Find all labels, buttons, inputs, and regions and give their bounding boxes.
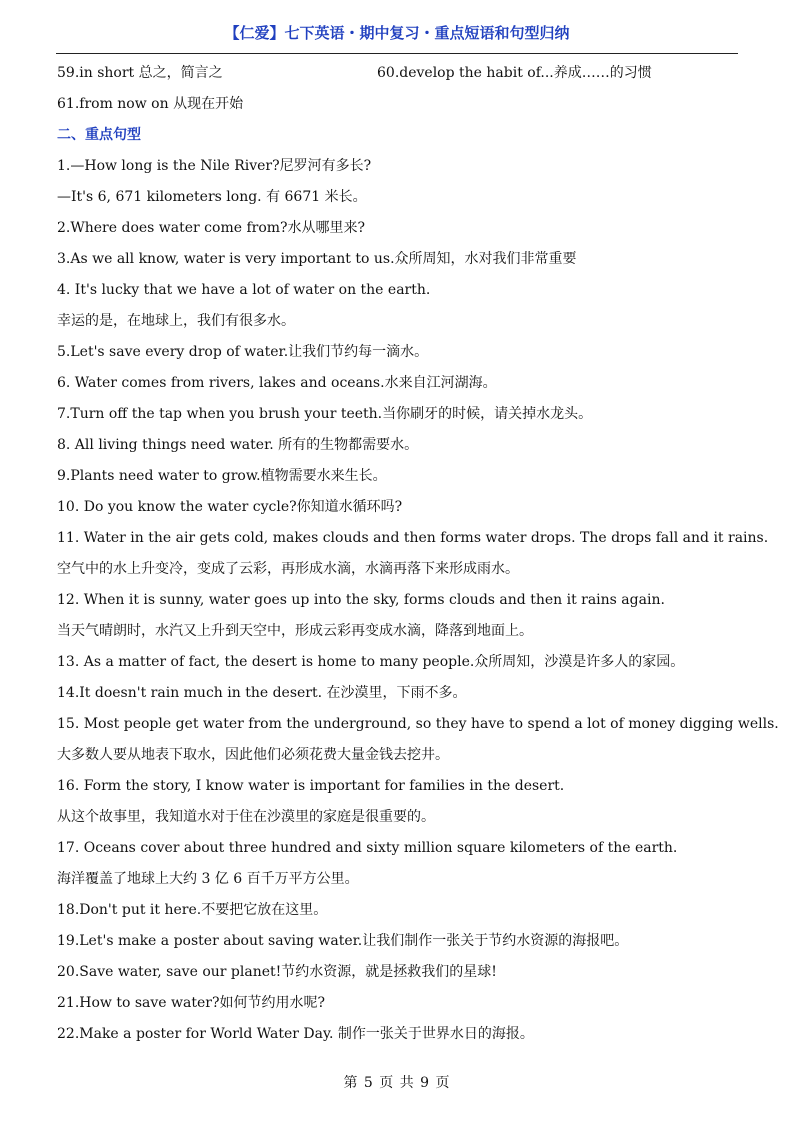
sentence-line: 17. Oceans cover about three hundred and sixty million square kilometers of the earth. <box>57 840 678 856</box>
sentence-line: 海洋覆盖了地球上大约 3 亿 6 百千万平方公里。 <box>57 871 359 887</box>
sentence-line: —It's 6, 671 kilometers long. 有 6671 米长。 <box>57 189 367 205</box>
phrase-item: 60.develop the habit of...养成……的习惯 <box>377 65 652 81</box>
sentence-line: 10. Do you know the water cycle?你知道水循环吗? <box>57 499 403 515</box>
phrase-row <box>57 60 747 91</box>
sentence-line: 8. All living things need water. 所有的生物都需要水。 <box>57 437 419 453</box>
sentence-line: 7.Turn off the tap when you brush your teeth.当你刷牙的时候，请关掉水龙头。 <box>57 406 593 422</box>
sentence-line: 3.As we all know, water is very important to us.众所周知，水对我们非常重要 <box>57 251 577 267</box>
header-divider <box>56 53 738 54</box>
sentence-line: 20.Save water, save our planet!节约水资源，就是拯救我们的星球! <box>57 964 497 980</box>
phrase-item: 61.from now on 从现在开始 <box>57 96 244 112</box>
sentence-line: 1.—How long is the Nile River?尼罗河有多长? <box>57 158 372 174</box>
sentence-line: 2.Where does water come from?水从哪里来? <box>57 220 366 236</box>
sentence-line: 22.Make a poster for World Water Day. 制作一张关于世界水日的海报。 <box>57 1026 534 1042</box>
sentence-line: 14.It doesn't rain much in the desert. 在沙漠里，下雨不多。 <box>57 685 467 701</box>
sentence-line: 9.Plants need water to grow.植物需要水来生长。 <box>57 468 387 484</box>
sentence-line: 11. Water in the air gets cold, makes clouds and then forms water drops. The drops fall and it rains. <box>57 530 769 546</box>
sentence-line: 空气中的水上升变冷，变成了云彩，再形成水滴，水滴再落下来形成雨水。 <box>57 561 519 577</box>
page-number: 第 5 页 共 9 页 <box>343 1075 451 1091</box>
sentence-line: 21.How to save water?如何节约用水呢? <box>57 995 325 1011</box>
sentence-line: 当天气晴朗时，水汽又上升到天空中，形成云彩再变成水滴，降落到地面上。 <box>57 623 533 639</box>
sentence-line: 大多数人要从地表下取水，因此他们必须花费大量金钱去挖井。 <box>57 747 449 763</box>
sentence-line: 18.Don't put it here.不要把它放在这里。 <box>57 902 328 918</box>
sentence-line: 6. Water comes from rivers, lakes and oceans.水来自江河湖海。 <box>57 375 497 391</box>
sentence-line: 幸运的是，在地球上，我们有很多水。 <box>57 313 295 329</box>
phrase-item: 59.in short 总之，简言之 <box>57 65 223 81</box>
sentence-line: 12. When it is sunny, water goes up into the sky, forms clouds and then it rains again. <box>57 592 665 608</box>
sentence-line: 19.Let's make a poster about saving water.让我们制作一张关于节约水资源的海报吧。 <box>57 933 629 949</box>
section-title: 二、重点句型 <box>57 127 141 143</box>
page-header-title: 【仁爱】七下英语・期中复习・重点短语和句型归纳 <box>224 24 570 42</box>
sentence-line: 16. Form the story, I know water is important for families in the desert. <box>57 778 565 794</box>
sentence-line: 13. As a matter of fact, the desert is home to many people.众所周知，沙漠是许多人的家园。 <box>57 654 685 670</box>
sentence-line: 从这个故事里，我知道水对于住在沙漠里的家庭是很重要的。 <box>57 809 435 825</box>
document-body <box>57 60 779 1052</box>
sentence-line: 5.Let's save every drop of water.让我们节约每一滴水。 <box>57 344 429 360</box>
sentence-line: 15. Most people get water from the underground, so they have to spend a lot of money digging wells. <box>57 716 779 732</box>
sentence-line: 4. It's lucky that we have a lot of water on the earth. <box>57 282 431 298</box>
